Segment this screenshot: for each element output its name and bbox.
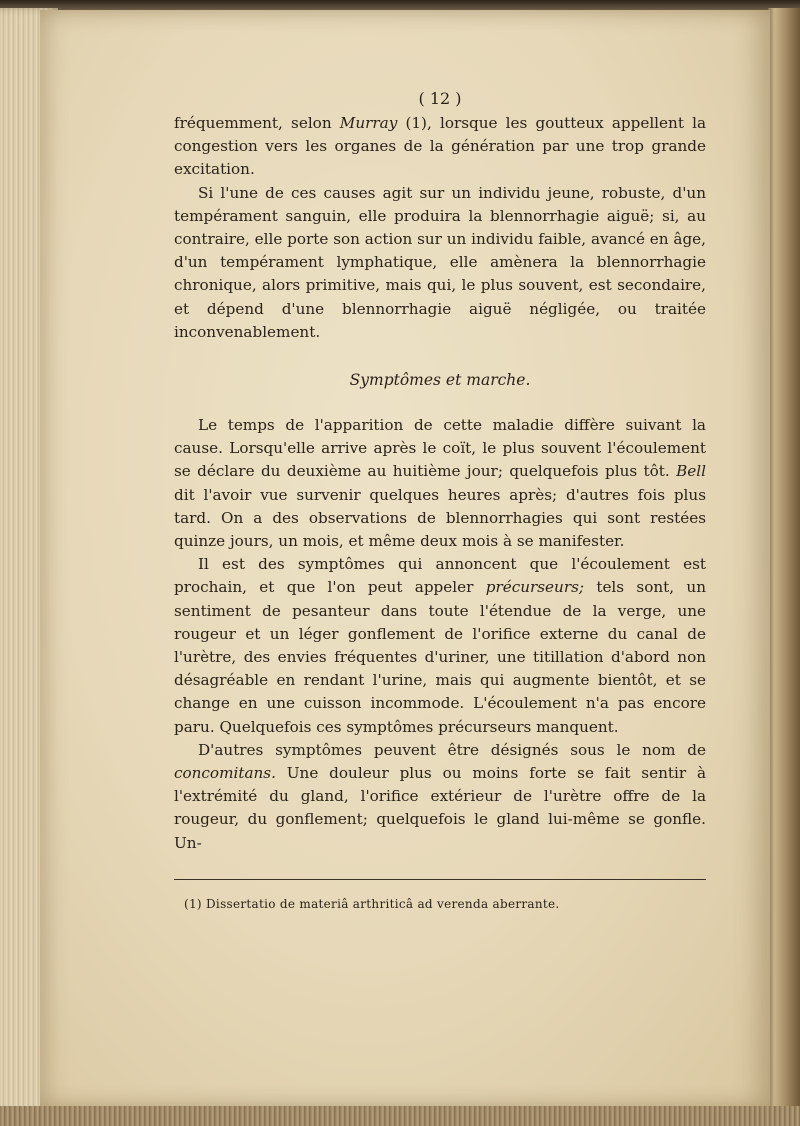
- paragraph-3: [174, 414, 706, 553]
- author-bell: Bell: [676, 462, 706, 481]
- term-precurseurs: précurseurs;: [485, 578, 584, 597]
- paragraph-4-text-b: tels sont, un sentiment de pesanteur dans toute l'étendue de la verge, une rougeur et un léger gonflement de l'orifice externe du canal de l'urètre, des envies fréquentes d'uriner, une titillation d'abord non désagréable en rendant l'urine, mais qui augmente bientôt, et se change en une cuisson incommode. L'écoulement n'a pas encore paru. Quelquefois ces symptômes précurseurs manquent.: [174, 578, 706, 736]
- paragraph-5-text-b: Une douleur plus ou moins forte se fait sentir à l'extrémité du gland, l'orifice extérieur de l'urètre offre de la rougeur, du gonflement; quelquefois le gland lui-même se gonfle. Un-: [174, 764, 706, 852]
- paragraph-1-text-a: fréquemment, selon: [174, 114, 340, 132]
- paragraph-1: [174, 112, 706, 182]
- paragraph-4: [174, 553, 706, 739]
- page-number: ( 12 ): [418, 89, 462, 108]
- paragraph-3-text-b: dit l'avoir vue survenir quelques heures après; d'autres fois plus tard. On a des observations de blennorrhagies qui sont restées quinze jours, un mois, et même deux mois à se manifester.: [174, 485, 706, 551]
- top-edge: [0, 0, 800, 10]
- footnote-divider: [174, 879, 706, 880]
- footnote: (1) Dissertatio de materiâ arthriticâ ad verenda aberrante.: [184, 896, 560, 911]
- paragraph-5: [174, 739, 706, 855]
- paragraph-1-text-b: (1), lorsque les goutteux appellent la congestion vers les organes de la génération par une trop grande excitation.: [174, 114, 706, 179]
- page-text: [174, 86, 706, 912]
- paragraph-3-text-a: Le temps de l'apparition de cette maladie diffère suivant la cause. Lorsqu'elle arrive après le coït, le plus souvent l'écoulement se déclare du deuxième au huitième jour; quelquefois plus tôt.: [174, 416, 706, 481]
- paragraph-4-text-a: Il est des symptômes qui annoncent que l'écoulement est prochain, et que l'on peut appeler: [174, 555, 706, 597]
- page-stack-bottom: [0, 1106, 800, 1126]
- author-murray: Murray: [339, 114, 398, 132]
- term-concomitans: concomitans.: [174, 764, 276, 783]
- paragraph-5-text-a: D'autres symptômes peuvent être désignés sous le nom de: [198, 740, 706, 759]
- paragraph-2: Si l'une de ces causes agit sur un individu jeune, robuste, d'un tempérament sanguin, elle produira la blennorrhagie aiguë; si, au contraire, elle porte son action sur un individu faible, avancé en âge, d'un tempérament lymphatique, elle amènera la blennorrhagie chronique, alors primitive, mais qui, le plus souvent, est secondaire, et dépend d'une blennorrhagie aiguë négligée, ou traitée inconvenablement.: [174, 183, 706, 341]
- section-title: Symptômes et marche.: [349, 371, 531, 390]
- book-cover-right: [768, 8, 800, 1120]
